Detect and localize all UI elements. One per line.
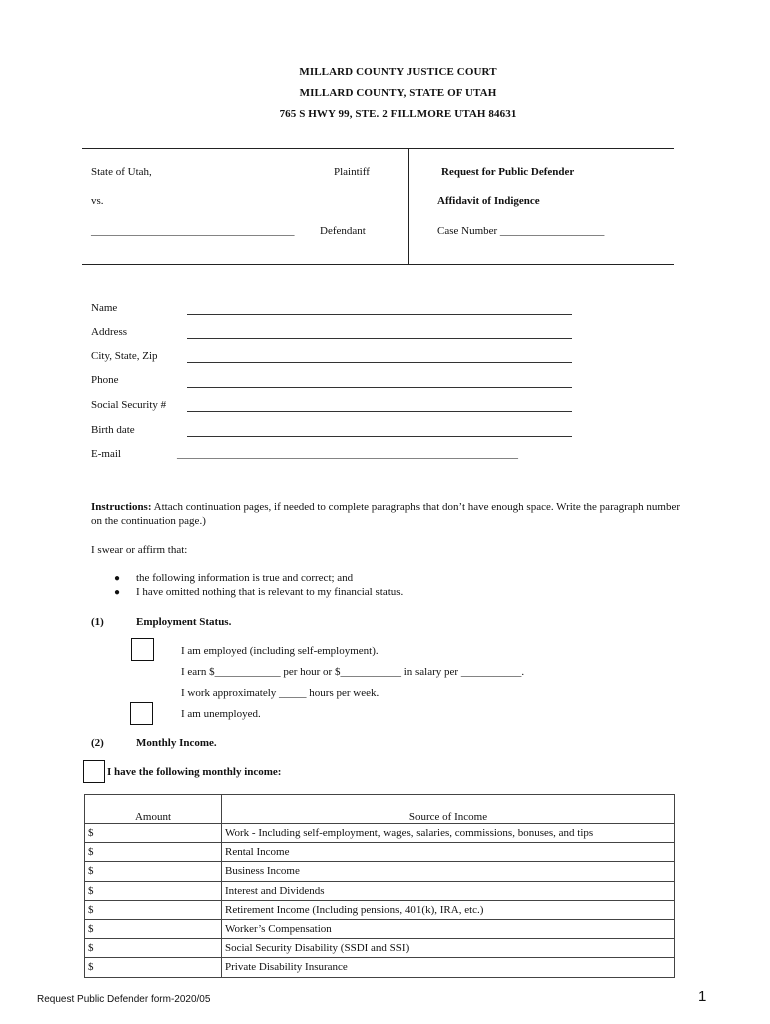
swear-statement: I swear or affirm that:: [91, 544, 188, 556]
monthly-income-label: I have the following monthly income:: [107, 766, 282, 778]
source-cell: Private Disability Insurance: [222, 958, 675, 977]
section-1-title: Employment Status.: [136, 616, 232, 628]
amount-cell[interactable]: $: [85, 900, 222, 919]
income-table: [84, 794, 675, 978]
amount-cell[interactable]: $: [85, 862, 222, 881]
address-input-line[interactable]: [187, 338, 572, 339]
source-header: Source of Income: [222, 795, 675, 824]
court-address: 765 S HWY 99, STE. 2 FILLMORE UTAH 84631: [279, 108, 517, 120]
instructions-line-2: on the continuation page.): [91, 515, 206, 527]
amount-cell[interactable]: $: [85, 824, 222, 843]
email-label: E-mail: [91, 448, 121, 460]
amount-header: Amount: [85, 795, 222, 824]
amount-cell[interactable]: $: [85, 958, 222, 977]
table-row: [85, 900, 675, 919]
section-2-title: Monthly Income.: [136, 737, 217, 749]
instructions-text: [91, 501, 680, 513]
caption-bottom-rule: [82, 264, 674, 265]
document-subtitle: Affidavit of Indigence: [437, 195, 540, 207]
table-row: [85, 843, 675, 862]
form-identifier: Request Public Defender form-2020/05: [37, 994, 211, 1005]
name-input-line[interactable]: [187, 314, 572, 315]
source-cell: Social Security Disability (SSDI and SSI): [222, 939, 675, 958]
amount-cell[interactable]: $: [85, 843, 222, 862]
instructions-heading: Instructions:: [91, 501, 152, 513]
phone-input-line[interactable]: [187, 387, 572, 388]
page-number: 1: [698, 988, 707, 1005]
case-number-field[interactable]: Case Number ___________________: [437, 225, 605, 237]
county-name: MILLARD COUNTY, STATE OF UTAH: [299, 87, 497, 99]
hours-line[interactable]: I work approximately _____ hours per week.: [181, 687, 380, 699]
source-cell: Work - Including self-employment, wages, salaries, commissions, bonuses, and tips: [222, 824, 675, 843]
instructions-line-1: Attach continuation pages, if needed to complete paragraphs that don’t have enough space. Write the paragraph number: [151, 501, 681, 513]
table-row: [85, 824, 675, 843]
amount-cell[interactable]: $: [85, 939, 222, 958]
table-row: [85, 958, 675, 977]
email-input-line[interactable]: ______________________________________________________________: [177, 448, 518, 460]
birth-date-input-line[interactable]: [187, 436, 572, 437]
caption-divider: [408, 148, 409, 264]
earnings-line[interactable]: I earn $____________ per hour or $___________ in salary per ___________.: [181, 666, 525, 678]
defendant-name-field[interactable]: _____________________________________: [91, 225, 295, 237]
table-row: [85, 881, 675, 900]
swear-bullet-2: I have omitted nothing that is relevant to my financial status.: [136, 586, 404, 598]
source-cell: Rental Income: [222, 843, 675, 862]
source-cell: Worker’s Compensation: [222, 919, 675, 938]
city-state-zip-input-line[interactable]: [187, 362, 572, 363]
income-table-header: [85, 795, 675, 824]
ssn-input-line[interactable]: [187, 411, 572, 412]
amount-cell[interactable]: $: [85, 919, 222, 938]
plaintiff-name: State of Utah,: [91, 166, 152, 178]
monthly-income-checkbox[interactable]: [83, 760, 105, 783]
phone-label: Phone: [91, 374, 119, 386]
employed-label: I am employed (including self-employment).: [181, 645, 379, 657]
unemployed-label: I am unemployed.: [181, 708, 261, 720]
ssn-label: Social Security #: [91, 399, 167, 411]
bullet-icon: ●: [114, 573, 121, 584]
plaintiff-label: Plaintiff: [334, 166, 370, 178]
defendant-label: Defendant: [320, 225, 366, 237]
address-label: Address: [91, 326, 128, 338]
source-cell: Business Income: [222, 862, 675, 881]
table-row: [85, 862, 675, 881]
name-label: Name: [91, 302, 118, 314]
source-cell: Retirement Income (Including pensions, 401(k), IRA, etc.): [222, 900, 675, 919]
source-cell: Interest and Dividends: [222, 881, 675, 900]
bullet-icon: ●: [114, 587, 121, 598]
table-row: [85, 939, 675, 958]
swear-bullet-1: the following information is true and correct; and: [136, 572, 354, 584]
employed-checkbox[interactable]: [131, 638, 154, 661]
document-title: Request for Public Defender: [441, 166, 575, 178]
unemployed-checkbox[interactable]: [130, 702, 153, 725]
caption-top-rule: [82, 148, 674, 149]
table-row: [85, 919, 675, 938]
amount-cell[interactable]: $: [85, 881, 222, 900]
section-1-number: (1): [91, 616, 104, 628]
city-state-zip-label: City, State, Zip: [91, 350, 158, 362]
section-2-number: (2): [91, 737, 104, 749]
versus-label: vs.: [91, 195, 104, 207]
court-name: MILLARD COUNTY JUSTICE COURT: [299, 66, 497, 78]
birth-date-label: Birth date: [91, 424, 135, 436]
